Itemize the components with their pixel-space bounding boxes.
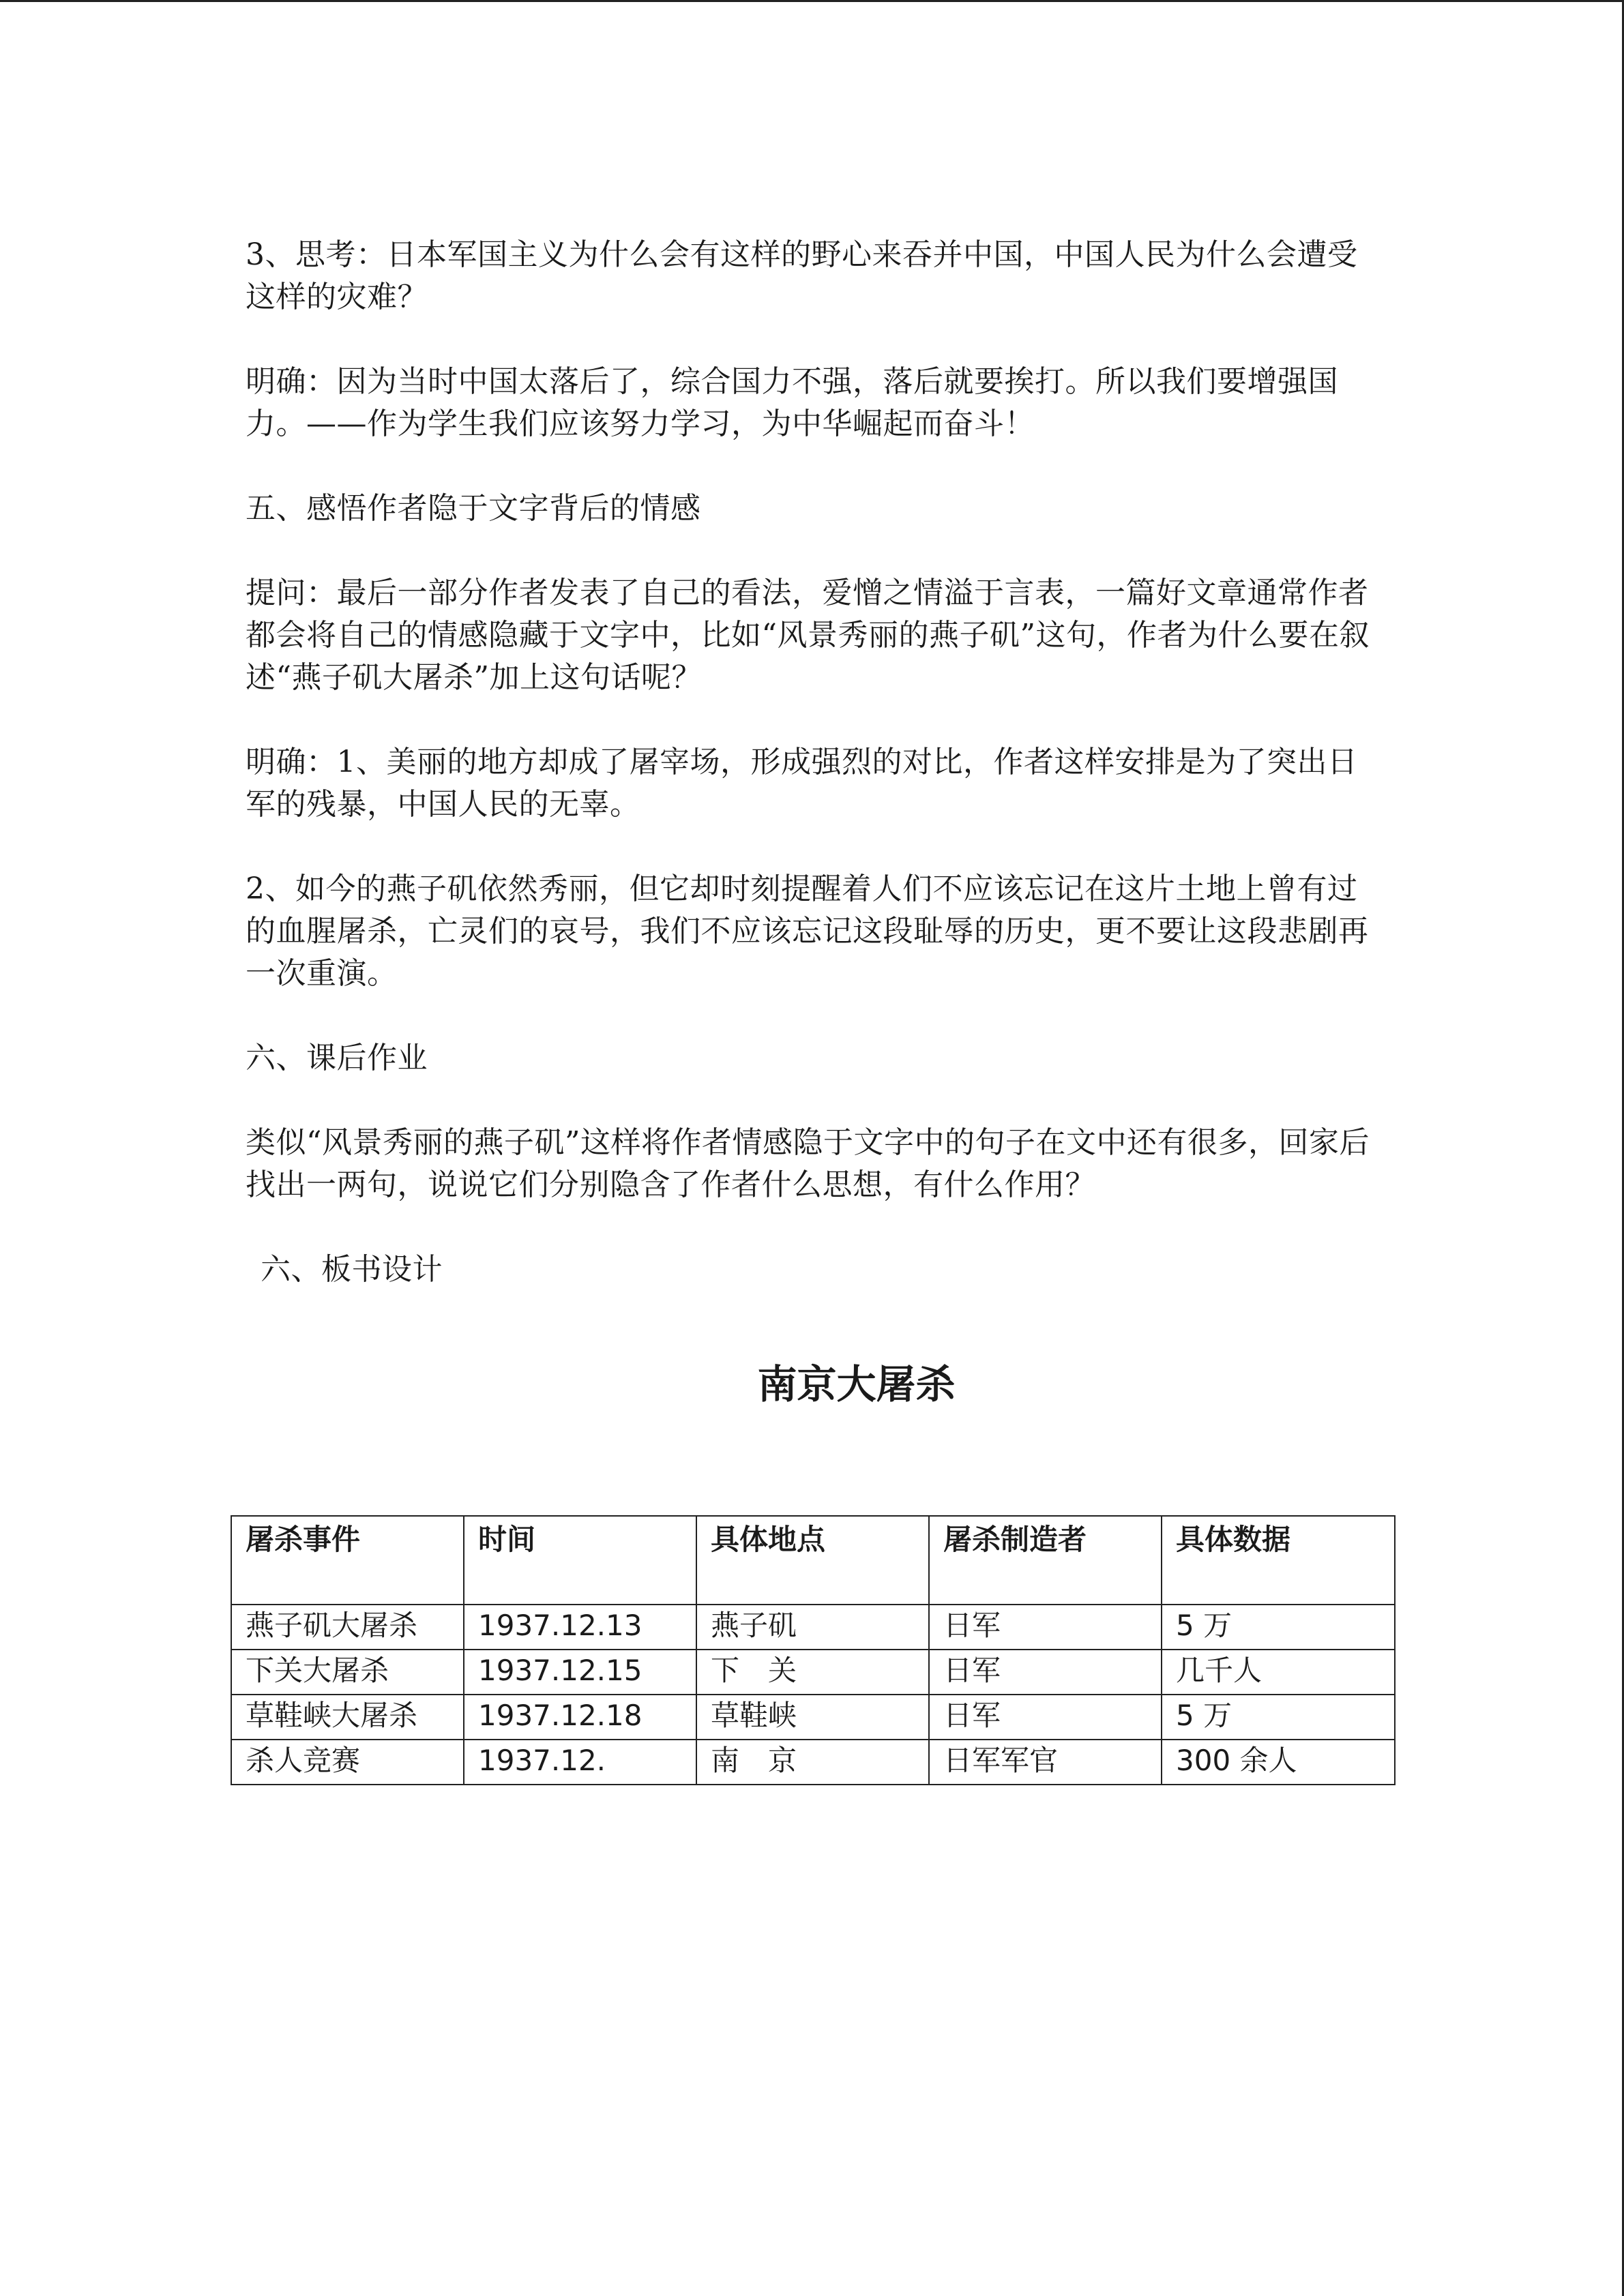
cell-location: 草鞋峡 (696, 1695, 929, 1740)
cell-location: 下 关 (696, 1650, 929, 1695)
cell-data: 几千人 (1162, 1650, 1395, 1695)
header-location: 具体地点 (696, 1516, 929, 1605)
cell-location: 燕子矶 (696, 1605, 929, 1650)
cell-perpetrator: 日军 (929, 1605, 1162, 1650)
answer-clarification-paragraph: 明确：因为当时中国太落后了，综合国力不强，落后就要挨打。所以我们要增强国力。——作为学生我们应该努力学习，为中华崛起而奋斗！ (246, 364, 1338, 441)
question-3-paragraph: 3、思考：日本军国主义为什么会有这样的野心来吞并中国，中国人民为什么会遭受这样的灾难？ (246, 237, 1358, 314)
cell-time: 1937.12.18 (464, 1695, 696, 1740)
header-data: 具体数据 (1162, 1516, 1395, 1605)
cell-data: 5 万 (1162, 1605, 1395, 1650)
document-body (246, 234, 1378, 1333)
table-row (231, 1695, 1395, 1740)
header-perpetrator: 屠杀制造者 (929, 1516, 1162, 1605)
cell-event: 下关大屠杀 (231, 1650, 464, 1695)
board-title: 南京大屠杀 (757, 1361, 956, 1407)
cell-event: 燕子矶大屠杀 (231, 1605, 464, 1650)
page-top-border (0, 0, 1624, 2)
cell-location: 南 京 (696, 1740, 929, 1785)
table-row (231, 1650, 1395, 1695)
cell-perpetrator: 日军 (929, 1695, 1162, 1740)
cell-data: 5 万 (1162, 1695, 1395, 1740)
section-5-heading: 五、感悟作者隐于文字背后的情感 (246, 491, 701, 526)
answer-point-1-paragraph: 明确：1、美丽的地方却成了屠宰场，形成强烈的对比，作者这样安排是为了突出日军的残暴，中国人民的无辜。 (246, 745, 1358, 822)
table-header-row (231, 1516, 1395, 1605)
cell-data: 300 余人 (1162, 1740, 1395, 1785)
cell-perpetrator: 日军军官 (929, 1740, 1162, 1785)
cell-time: 1937.12.15 (464, 1650, 696, 1695)
answer-point-2-paragraph: 2、如今的燕子矶依然秀丽，但它却时刻提醒着人们不应该忘记在这片土地上曾有过的血腥屠杀，亡灵们的哀号，我们不应该忘记这段耻辱的历史，更不要让这段悲剧再一次重演。 (246, 871, 1369, 991)
table-row (231, 1605, 1395, 1650)
cell-time: 1937.12.13 (464, 1605, 696, 1650)
section-6-homework-heading: 六、课后作业 (246, 1041, 428, 1075)
cell-event: 杀人竞赛 (231, 1740, 464, 1785)
homework-paragraph: 类似“风景秀丽的燕子矶”这样将作者情感隐于文字中的句子在文中还有很多，回家后找出一两句，说说它们分别隐含了作者什么思想，有什么作用？ (246, 1125, 1370, 1202)
cell-perpetrator: 日军 (929, 1650, 1162, 1695)
board-design-table (231, 1515, 1396, 1785)
section-6-board-heading: 六、板书设计 (261, 1252, 443, 1287)
header-time: 时间 (464, 1516, 696, 1605)
table-row (231, 1740, 1395, 1785)
cell-event: 草鞋峡大屠杀 (231, 1695, 464, 1740)
header-event: 屠杀事件 (231, 1516, 464, 1605)
cell-time: 1937.12. (464, 1740, 696, 1785)
question-paragraph: 提问：最后一部分作者发表了自己的看法，爱憎之情溢于言表，一篇好文章通常作者都会将自己的情感隐藏于文字中，比如“风景秀丽的燕子矶”这句，作者为什么要在叙述“燕子矶大屠杀”加上这句话呢？ (246, 576, 1370, 695)
